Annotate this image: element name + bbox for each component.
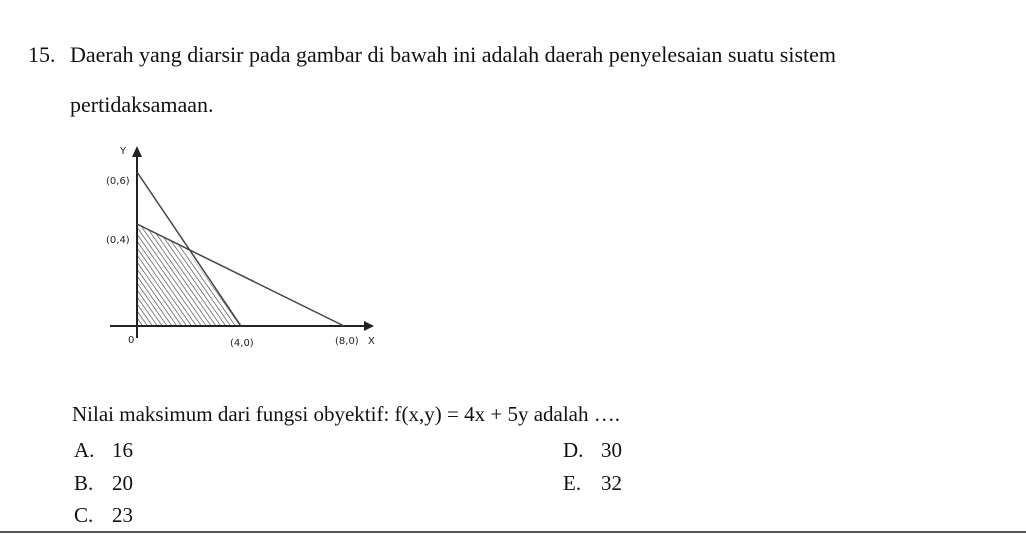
option-c[interactable] — [74, 503, 133, 528]
point-label-0-6: (0,6) — [106, 176, 130, 187]
option-b[interactable] — [74, 471, 133, 496]
objective-function-text: Nilai maksimum dari fungsi obyektif: f(x,y) = 4x + 5y adalah …. — [72, 402, 620, 426]
option-letter: C. — [74, 503, 94, 527]
y-axis-arrow-icon — [132, 146, 142, 157]
x-axis-label: X — [368, 336, 375, 347]
option-letter: D. — [563, 438, 584, 462]
option-value: 32 — [601, 471, 622, 495]
origin-label: 0 — [128, 335, 135, 346]
option-e[interactable] — [563, 471, 622, 496]
option-value: 30 — [601, 438, 622, 462]
point-label-4-0: (4,0) — [230, 338, 254, 349]
bottom-divider — [0, 531, 1026, 533]
option-value: 20 — [112, 471, 133, 495]
question-number: 15. — [28, 42, 56, 67]
question-text-line-1: Daerah yang diarsir pada gambar di bawah ini adalah daerah penyelesaian suatu sistem — [70, 42, 837, 67]
option-a[interactable] — [74, 438, 133, 463]
option-letter: B. — [74, 471, 94, 495]
option-letter: E. — [563, 471, 582, 495]
feasible-region-graph — [100, 140, 390, 360]
option-value: 23 — [112, 503, 133, 527]
y-axis-label: Y — [120, 146, 127, 157]
point-label-8-0: (8,0) — [335, 336, 359, 347]
point-label-0-4: (0,4) — [106, 235, 130, 246]
option-letter: A. — [74, 438, 95, 462]
shaded-feasible-region — [137, 224, 241, 326]
x-axis-arrow-icon — [364, 321, 374, 331]
question-text-line-2: pertidaksamaan. — [70, 92, 214, 117]
option-d[interactable] — [563, 438, 622, 463]
option-value: 16 — [112, 438, 133, 462]
